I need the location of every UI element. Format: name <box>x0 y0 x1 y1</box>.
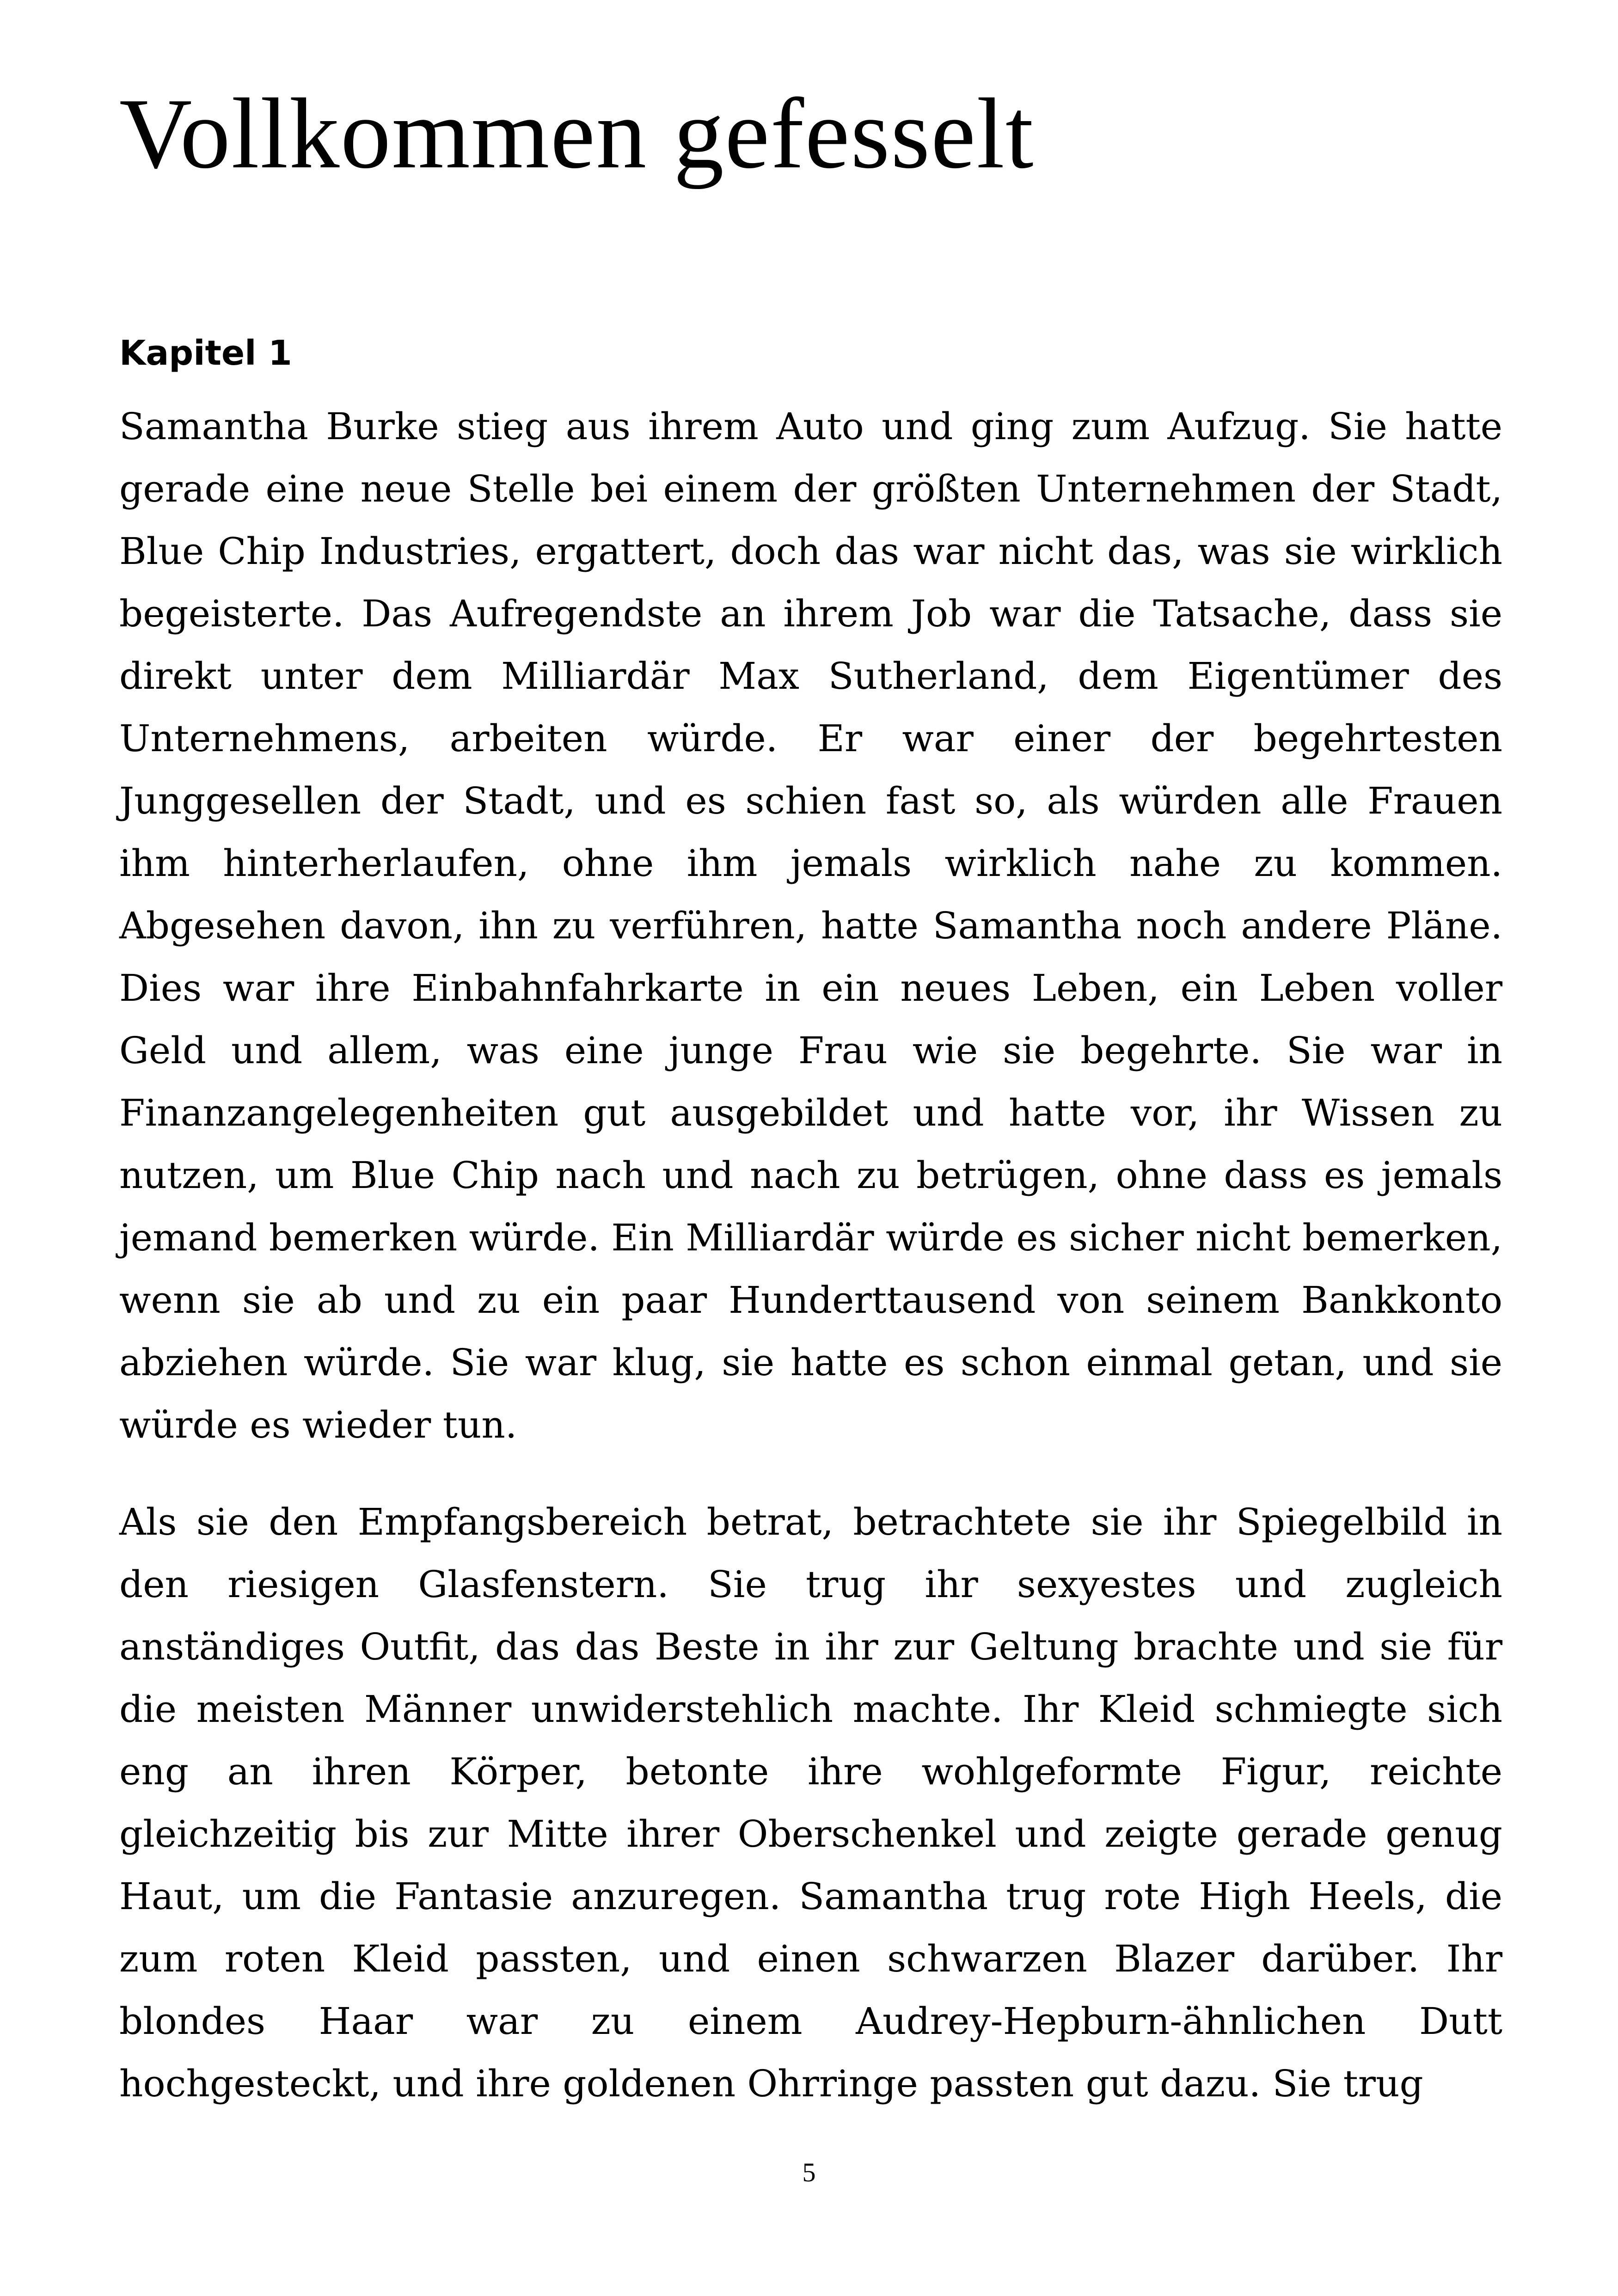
page-title: Vollkommen gefesselt <box>119 78 1035 190</box>
paragraph-2: Als sie den Empfangsbereich betrat, betrachtete sie ihr Spiegelbild in den riesigen Glasfenstern. Sie trug ihr sexyestes und zugleich anständiges Outfit, das das Beste in ihr zur Geltung brachte und sie für die meisten Männer unwiderstehlich machte. Ihr Kleid schmiegte sich eng an ihren Körper, betonte ihre wohlgeformte Figur, reichte gleichzeitig bis zur Mitte ihrer Oberschenkel und zeigte gerade genug Haut, um die Fantasie anzuregen. Samantha trug rote High Heels, die zum roten Kleid passten, und einen schwarzen Blazer darüber. Ihr blondes Haar war zu einem Audrey-Hepburn-ähnlichen Dutt hochgesteckt, und ihre goldenen Ohrringe passten gut dazu. Sie trug <box>119 1500 1502 2105</box>
paragraph-1: Samantha Burke stieg aus ihrem Auto und ging zum Aufzug. Sie hatte gerade eine neue Stelle bei einem der größten Unternehmen der Stadt, Blue Chip Industries, ergattert, doch das war nicht das, was sie wirklich begeisterte. Das Aufregendste an ihrem Job war die Tatsache, dass sie direkt unter dem Milliardär Max Sutherland, dem Eigentümer des Unternehmens, arbeiten würde. Er war einer der begehrtesten Junggesellen der Stadt, und es schien fast so, als würden alle Frauen ihm hinterherlaufen, ohne ihm jemals wirklich nahe zu kommen. Abgesehen davon, ihn zu verführen, hatte Samantha noch andere Pläne. Dies war ihre Einbahnfahrkarte in ein neues Leben, ein Leben voller Geld und allem, was eine junge Frau wie sie begehrte. Sie war in Finanzangelegenheiten gut ausgebildet und hatte vor, ihr Wissen zu nutzen, um Blue Chip nach und nach zu betrügen, ohne dass es jemals jemand bemerken würde. Ein Milliardär würde es sicher nicht bemerken, wenn sie ab und zu ein paar Hunderttausend von seinem Bankkonto abziehen würde. Sie war klug, sie hatte es schon einmal getan, und sie würde es wieder tun. <box>119 405 1502 1446</box>
page-number: 5 <box>802 2157 816 2187</box>
chapter-heading: Kapitel 1 <box>119 333 292 373</box>
